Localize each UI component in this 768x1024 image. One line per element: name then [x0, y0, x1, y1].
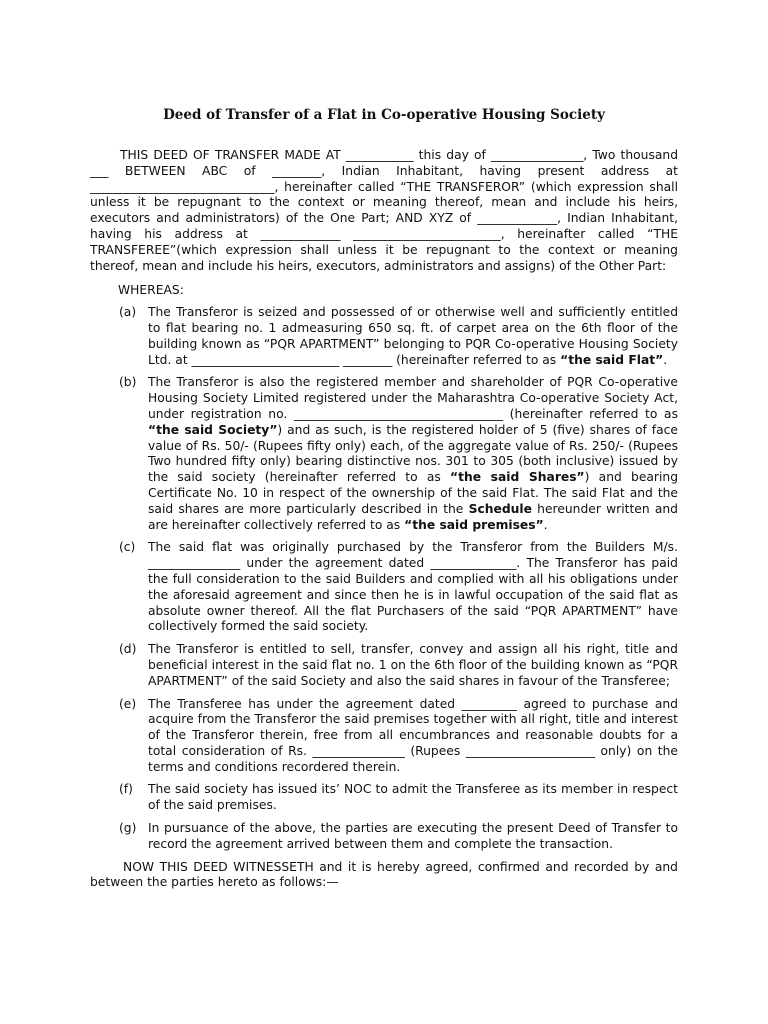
- clause-text: In pursuance of the above, the parties are executing the present Deed of Transfer to record the agreement arrived between them and complete the transaction.: [148, 821, 678, 851]
- closing-paragraph: NOW THIS DEED WITNESSETH and it is hereby agreed, confirmed and recorded by and between the parties hereto as follows:—: [90, 859, 678, 890]
- clause-label: (a): [119, 305, 137, 320]
- clause-text: The said society has issued its’ NOC to admit the Transferee as its member in respect of the said premises.: [148, 782, 678, 813]
- clause-d: [90, 642, 678, 689]
- intro-paragraph: THIS DEED OF TRANSFER MADE AT ___________ this day of _______________, Two thousand ___ BETWEEN ABC of ________, Indian Inhabitant, having present address at ______________________________, hereinafter called “THE TRANSFEROR” (which expression shall unless it be repugnant to the context or meaning thereof, mean and include his heirs, executors and administrators) of the One Part; AND XYZ of _____________, Indian Inhabitant, having his address at _____________ ________________________, hereinafter called “THE TRANSFEREE”(which expression shall unless it be repugnant to the context or meaning thereof, mean and include his heirs, executors, administrators and assigns) of the Other Part:: [90, 148, 678, 273]
- clause-label: (g): [119, 821, 137, 836]
- defined-term-premises: “the said premises”: [404, 517, 544, 532]
- clause-text-part: The Transferor is also the registered member and shareholder of PQR Co-operative Housing Society Limited registered under the Maharashtra Co-operative Society Act, under registration no. __________________________________ (hereinafter referred to as: [148, 375, 678, 421]
- document-title: Deed of Transfer of a Flat in Co-operative Housing Society: [163, 107, 605, 123]
- clause-text: [148, 305, 678, 368]
- clause-f: [90, 782, 678, 814]
- clause-label: (c): [119, 540, 136, 555]
- whereas-heading: WHEREAS:: [118, 283, 184, 298]
- defined-term-society: “the said Society”: [148, 422, 278, 437]
- clause-a: [90, 305, 678, 368]
- document-body: [90, 148, 678, 891]
- clause-text-part: hereunder written and are hereinafter collectively referred to as: [148, 501, 678, 532]
- clause-b: [90, 375, 678, 533]
- clause-label: (f): [119, 782, 133, 797]
- clause-text-part: ) and bearing Certificate No. 10 in respect of the ownership of the said Flat. The said Flat and the said shares are more particularly described in the: [148, 470, 678, 516]
- clause-text: The Transferee has under the agreement dated _________ agreed to purchase and acquire from the Transferor the said premises together with all right, title and interest of the Transferor therein, free from all encumbrances and reasonable doubts for a total consideration of Rs. _______________ (Rupees _____________________ only) on the terms and conditions recordered therein.: [148, 696, 678, 774]
- clause-text-part: .: [663, 352, 668, 367]
- clause-text-part: .: [543, 517, 548, 532]
- clause-label: (e): [119, 696, 137, 711]
- clause-text: [148, 375, 678, 533]
- schedule-term: Schedule: [468, 501, 532, 516]
- defined-term-shares: “the said Shares”: [450, 470, 585, 485]
- clause-text-part: ) and as such, is the registered holder of 5 (five) shares of face value of Rs. 50/- (Rupees fifty only) each, of the aggregate value of Rs. 250/- (Rupees Two hundred fifty only) bearing distinctive nos. 301 to 305 (both inclusive) issued by the said society (hereinafter referred to as: [148, 422, 678, 485]
- clause-text: The Transferor is entitled to sell, transfer, convey and assign all his right, title and beneficial interest in the said flat no. 1 on the 6th floor of the building known as “PQR APARTMENT” of the said Society and also the said shares in favour of the Transferee;: [148, 642, 678, 688]
- clause-g: [90, 821, 678, 853]
- clause-label: (d): [119, 642, 137, 657]
- clause-text: The said flat was originally purchased by the Transferor from the Builders M/s. _______________ under the agreement dated ______________. The Transferor has paid the full consideration to the said Builders and complied with all his obligations under the aforesaid agreement and since then he is in lawful occupation of the said flat as absolute owner thereof. All the flat Purchasers of the said “PQR APARTMENT” have collectively formed the said society.: [148, 540, 678, 634]
- clause-text-part: The Transferor is seized and possessed of or otherwise well and sufficiently entitled to flat bearing no. 1 admeasuring 650 sq. ft. of carpet area on the 6th floor of the building known as “PQR APARTMENT” belonging to PQR Co-operative Housing Society Ltd. at ________________________ ________ (hereinafter referred to as: [148, 305, 678, 367]
- defined-term-flat: “the said Flat”: [560, 352, 664, 367]
- clause-c: [90, 540, 678, 635]
- clause-e: [90, 697, 678, 776]
- clause-label: (b): [119, 375, 137, 390]
